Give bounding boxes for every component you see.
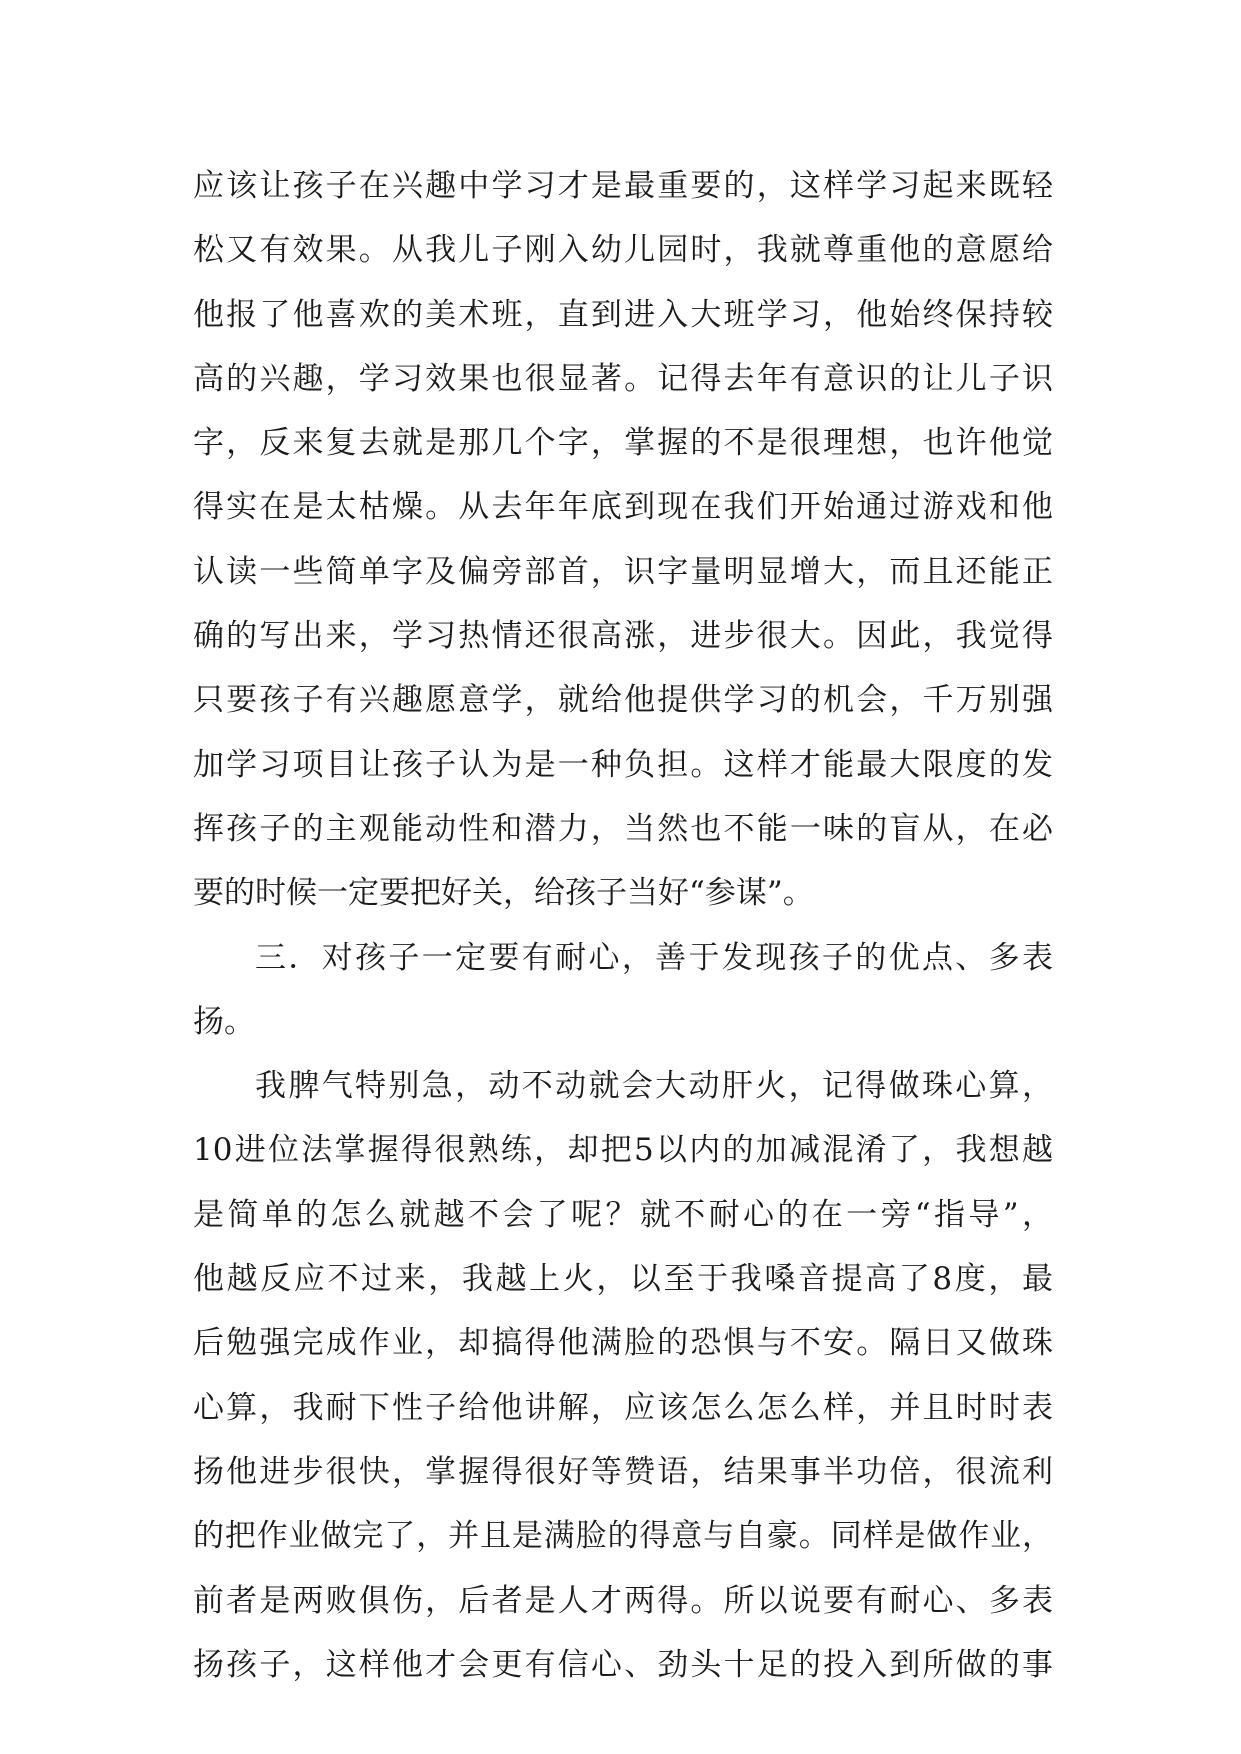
text-line: 他越反应不过来，我越上火，以至于我嗓音提高了8度，最 xyxy=(193,1261,1053,1298)
text-line: 我脾气特别急，动不动就会大动肝火，记得做珠心算， xyxy=(255,1068,1053,1105)
text-line: 认读一些简单字及偏旁部首，识字量明显增大，而且还能正 xyxy=(193,553,1053,590)
text-line: 后勉强完成作业，却搞得他满脸的恐惧与不安。隔日又做珠 xyxy=(193,1325,1053,1362)
text-line: 扬他进步很快，掌握得很好等赞语，结果事半功倍，很流利 xyxy=(193,1453,1053,1490)
text-line: 高的兴趣，学习效果也很显著。记得去年有意识的让儿子识 xyxy=(193,360,1053,397)
text-line: 字，反来复去就是那几个字，掌握的不是很理想，也许他觉 xyxy=(193,425,1053,462)
text-line: 只要孩子有兴趣愿意学，就给他提供学习的机会，千万别强 xyxy=(193,682,1053,719)
text-line: 三．对孩子一定要有耐心，善于发现孩子的优点、多表 xyxy=(255,939,1053,976)
text-line: 得实在是太枯燥。从去年年底到现在我们开始通过游戏和他 xyxy=(193,489,1053,526)
text-line: 应该让孩子在兴趣中学习才是最重要的，这样学习起来既轻 xyxy=(193,168,1053,204)
text-line: 松又有效果。从我儿子刚入幼儿园时，我就尊重他的意愿给 xyxy=(193,232,1053,269)
text-line: 前者是两败俱伤，后者是人才两得。所以说要有耐心、多表 xyxy=(193,1582,1053,1619)
text-line: 心算，我耐下性子给他讲解，应该怎么怎么样，并且时时表 xyxy=(193,1389,1053,1426)
text-line: 扬孩子，这样他才会更有信心、劲头十足的投入到所做的事 xyxy=(193,1646,1053,1683)
text-line: 的把作业做完了，并且是满脸的得意与自豪。同样是做作业， xyxy=(193,1518,1053,1555)
text-line: 扬。 xyxy=(193,1003,255,1040)
text-line: 确的写出来，学习热情还很高涨，进步很大。因此，我觉得 xyxy=(193,618,1053,655)
text-line: 挥孩子的主观能动性和潜力，当然也不能一味的盲从，在必 xyxy=(193,810,1053,847)
text-line: 10进位法掌握得很熟练，却把5以内的加减混淆了，我想越 xyxy=(193,1132,1053,1169)
text-line: 他报了他喜欢的美术班，直到进入大班学习，他始终保持较 xyxy=(193,296,1053,333)
text-line: 是简单的怎么就越不会了呢？就不耐心的在一旁“指导”， xyxy=(193,1196,1053,1233)
text-line: 要的时候一定要把好关，给孩子当好“参谋”。 xyxy=(193,875,814,912)
text-line: 加学习项目让孩子认为是一种负担。这样才能最大限度的发 xyxy=(193,746,1053,783)
body-text xyxy=(193,154,1053,1697)
